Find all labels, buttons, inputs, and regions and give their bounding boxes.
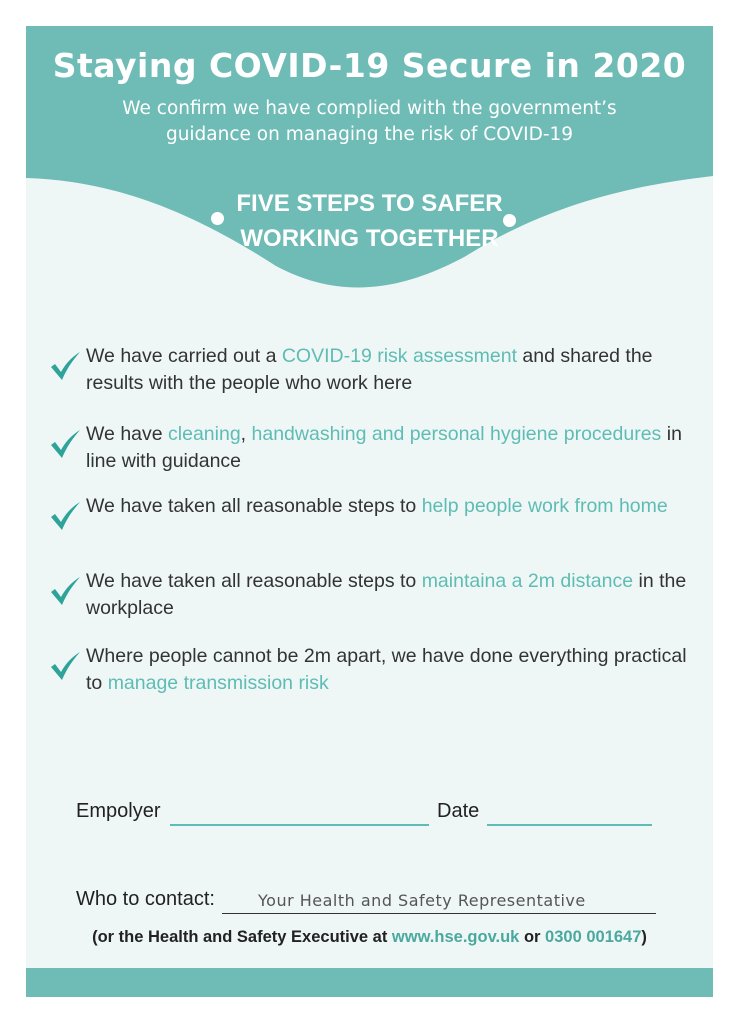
- subtitle-line: We confirm we have complied with the government’s: [122, 98, 617, 119]
- checklist-item: [48, 568, 698, 628]
- checklist-item-text: We have cleaning, handwashing and personal hygiene procedures in line with guidance: [86, 423, 682, 472]
- highlight-text: maintaina a 2m distance: [421, 570, 634, 592]
- employer-signature-line[interactable]: [170, 824, 429, 826]
- employer-label: Empolyer: [76, 800, 161, 822]
- highlight-text: help people work from home: [421, 495, 668, 517]
- check-icon: [48, 349, 82, 383]
- hse-phone-number[interactable]: 0300 001647: [545, 928, 642, 946]
- highlight-text: cleaning: [168, 423, 241, 445]
- check-icon: [48, 427, 82, 461]
- checklist-item: [48, 493, 698, 553]
- highlight-text: COVID-19 risk assessment: [281, 345, 517, 367]
- checklist-item: [48, 421, 698, 481]
- checklist-item-text: We have carried out a COVID-19 risk assessment and shared the results with the people who work here: [86, 345, 653, 394]
- hse-website-link[interactable]: www.hse.gov.uk: [391, 928, 520, 946]
- checklist-item: [48, 343, 698, 403]
- highlight-text: handwashing and personal hygiene procedures: [251, 423, 662, 445]
- steps-heading-line: WORKING TOGETHER: [240, 225, 499, 252]
- poster: [26, 26, 713, 997]
- date-signature-line[interactable]: [487, 824, 652, 826]
- page-title: Staying COVID-19 Secure in 2020: [52, 46, 687, 85]
- contact-label: Who to contact:: [76, 888, 215, 910]
- date-label: Date: [437, 800, 480, 822]
- checklist-item-text: Where people cannot be 2m apart, we have done everything practical to manage transmission risk: [86, 645, 687, 694]
- contact-line: [222, 913, 656, 914]
- hse-contact-note: (or the Health and Safety Executive at www.hse.gov.uk or 0300 001647): [92, 928, 647, 946]
- page-subtitle: [66, 96, 673, 148]
- steps-heading: [26, 186, 713, 256]
- footer-bar: [26, 968, 713, 997]
- steps-heading-line: FIVE STEPS TO SAFER: [236, 190, 503, 217]
- checklist-item-text: We have taken all reasonable steps to help people work from home: [86, 495, 668, 517]
- subtitle-line: guidance on managing the risk of COVID-19: [165, 124, 574, 145]
- check-icon: [48, 574, 82, 608]
- check-icon: [48, 499, 82, 533]
- contact-value: Your Health and Safety Representative: [258, 891, 586, 910]
- checklist-item-text: We have taken all reasonable steps to maintaina a 2m distance in the workplace: [86, 570, 687, 619]
- checklist-item: [48, 643, 698, 703]
- highlight-text: manage transmission risk: [107, 672, 329, 694]
- check-icon: [48, 649, 82, 683]
